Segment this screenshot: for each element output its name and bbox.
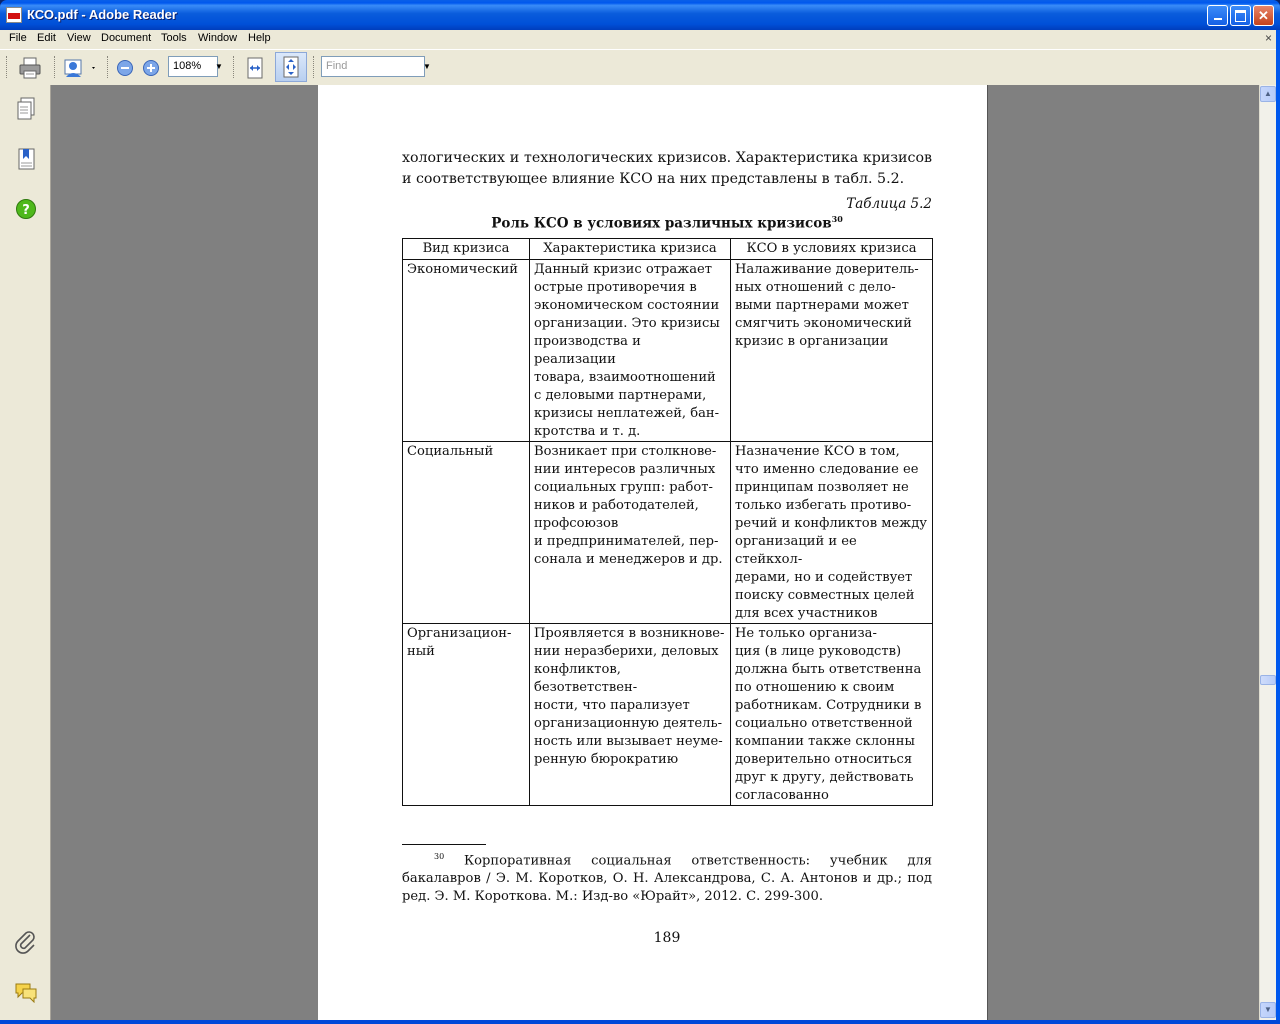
find-input[interactable]: Find — [321, 56, 425, 77]
pages-button[interactable] — [14, 97, 38, 121]
intro-paragraph: хологических и технологических кризисов. Характеристика кризисов и соответствующее влияние КСО на них представлены в табл. 5.2. — [402, 150, 932, 187]
table-cell: Социальный — [403, 442, 530, 624]
chevron-down-icon: ▼ — [1264, 1005, 1272, 1014]
zoom-in-icon — [142, 59, 160, 77]
menu-bar — [0, 30, 1280, 49]
bookmarks-button[interactable] — [14, 147, 38, 171]
toolbar-grip[interactable] — [107, 56, 111, 78]
table-row — [403, 442, 933, 624]
bookmarks-icon — [16, 147, 36, 171]
close-document-button[interactable]: × — [1264, 31, 1272, 45]
table-cell: Данный кризис отражает острые противоречия в экономическом состоянии организации. Это кризисы производства и реализации товара, взаимоотношений с деловыми партнерами, кризисы неплатежей, бан- кротства и т. д. — [530, 260, 731, 442]
table-cell: Возникает при столкнове- нии интересов различных социальных групп: работ- ников и работодателей, профсоюзов и предпринимателей, пер- сонала и менеджеров и др. — [530, 442, 731, 624]
scroll-thumb[interactable] — [1260, 675, 1276, 685]
footnote-text: Корпоративная социальная ответственность: учебник для бакалавров / Э. М. Коротков, О. Н. Александрова, С. А. Антонов и др.; под ред. Э. М. Короткова. М.: Изд-во «Юрайт», 2012. С. 299-300. — [402, 853, 932, 905]
footnote-number: 30 — [434, 852, 445, 861]
table-header-cell: Вид кризиса — [403, 239, 530, 260]
window-frame — [0, 1020, 1280, 1024]
toolbar-grip[interactable] — [54, 56, 58, 78]
table-cell: Экономический — [403, 260, 530, 442]
table-cell: Налаживание доверитель- ных отношений с дело- выми партнерами может смягчить экономический кризис в организации — [731, 260, 933, 442]
attachments-button[interactable] — [14, 930, 38, 954]
table-cell: Проявляется в возникнове- нии неразберихи, деловых конфликтов, безответствен- ности, что парализует организационную деятель- ность или вызывает неуме- ренную бюрократию — [530, 624, 731, 806]
table-header-cell: КСО в условиях кризиса — [731, 239, 933, 260]
footnote — [402, 848, 932, 906]
menu-document[interactable]: Document — [101, 32, 152, 44]
table-title-text: Роль КСО в условиях различных кризисов — [491, 215, 832, 232]
print-button[interactable] — [16, 55, 44, 80]
vertical-scrollbar[interactable] — [1259, 85, 1277, 1020]
print-icon — [18, 57, 42, 79]
table-header-row — [403, 239, 933, 260]
crisis-table — [402, 238, 933, 806]
close-window-button[interactable] — [1253, 5, 1274, 26]
pdf-file-icon — [6, 7, 22, 23]
table-row — [403, 624, 933, 806]
menu-file[interactable]: File — [9, 32, 27, 44]
svg-text:?: ? — [22, 203, 30, 218]
zoom-in-button[interactable] — [141, 55, 161, 80]
fit-page-icon — [282, 56, 300, 78]
close-icon: ✕ — [1258, 8, 1269, 23]
minimize-button[interactable] — [1207, 5, 1228, 26]
minimize-icon — [1214, 18, 1222, 20]
table-header-cell: Характеристика кризиса — [530, 239, 731, 260]
menu-view[interactable]: View — [67, 32, 91, 44]
menu-edit[interactable]: Edit — [37, 32, 56, 44]
find-dropdown-arrow-icon[interactable]: ▼ — [423, 62, 431, 71]
table-cell: Организацион- ный — [403, 624, 530, 806]
table-cell: Назначение КСО в том, что именно следование ее принципам позволяет не только избегать противо- речий и конфликтов между организаций и ее стейкхол- дерами, но и содействует поиску совместных целей для всех участников — [731, 442, 933, 624]
pdf-page — [318, 85, 987, 1020]
pages-icon — [16, 97, 36, 121]
scroll-down-button[interactable] — [1260, 1002, 1276, 1018]
zoom-level-field[interactable]: 108% — [168, 56, 218, 77]
help-icon — [15, 198, 37, 220]
scroll-up-button[interactable] — [1260, 86, 1276, 102]
table-title — [402, 214, 932, 232]
comments-button[interactable] — [14, 980, 38, 1004]
chevron-up-icon: ▲ — [1264, 89, 1272, 98]
help-button[interactable] — [14, 197, 38, 221]
toolbar — [0, 49, 1280, 86]
menu-window[interactable]: Window — [198, 32, 238, 44]
comments-icon — [14, 981, 38, 1003]
page-number: 189 — [653, 930, 681, 946]
zoom-out-button[interactable] — [115, 55, 135, 80]
document-viewer[interactable] — [51, 85, 1259, 1020]
table-title-footnote-ref: 30 — [831, 214, 843, 224]
attachments-icon — [15, 930, 37, 954]
zoom-dropdown-arrow-icon[interactable]: ▼ — [215, 62, 223, 71]
fit-width-button[interactable] — [243, 55, 267, 80]
title-bar[interactable] — [0, 0, 1280, 30]
fit-page-button[interactable] — [275, 52, 307, 82]
navigation-pane — [0, 85, 51, 1022]
zoom-out-icon — [116, 59, 134, 77]
toolbar-grip[interactable] — [313, 56, 317, 78]
menu-tools[interactable]: Tools — [161, 32, 187, 44]
footnote-divider — [402, 844, 486, 845]
table-caption: Таблица 5.2 — [846, 196, 932, 212]
maximize-button[interactable] — [1230, 5, 1251, 26]
window-title: КСО.pdf - Adobe Reader — [27, 7, 177, 22]
menu-help[interactable]: Help — [248, 32, 271, 44]
table-row — [403, 260, 933, 442]
share-button[interactable] — [62, 55, 98, 80]
window-frame — [1276, 30, 1280, 1024]
maximize-icon — [1235, 10, 1246, 22]
toolbar-grip[interactable] — [233, 56, 237, 78]
fit-width-icon — [246, 57, 264, 79]
table-cell: Не только организа- ция (в лице руководств) должна быть ответственна по отношению к своим работникам. Сотрудники в социально ответственной компании также склонны доверительно относиться друг к другу, действовать согласованно — [731, 624, 933, 806]
toolbar-grip[interactable] — [6, 56, 10, 78]
share-icon — [63, 57, 97, 79]
